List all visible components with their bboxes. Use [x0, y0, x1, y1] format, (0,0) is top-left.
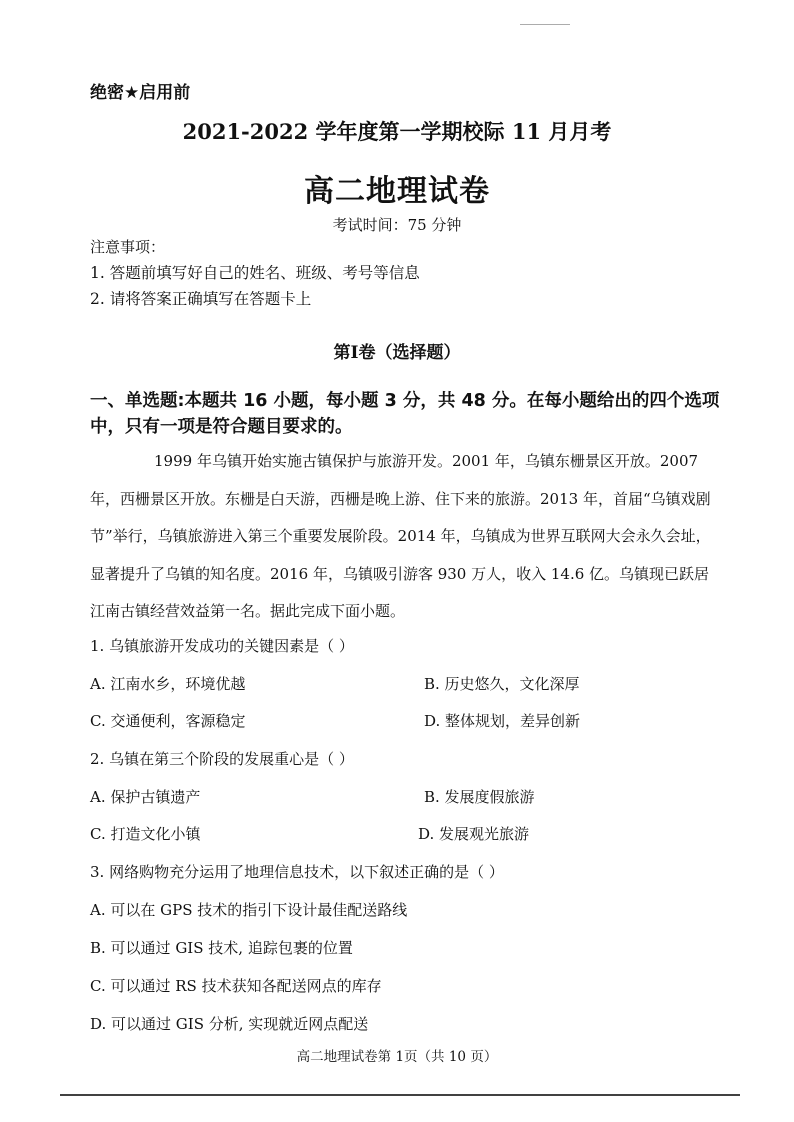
question-stem: 3. 网络购物充分运用了地理信息技术，以下叙述正确的是（ ）: [90, 863, 504, 881]
option-b: B. 发展度假旅游: [424, 788, 535, 806]
option-b: B. 历史悠久，文化深厚: [424, 675, 580, 693]
option-a: A. 可以在 GPS 技术的指引下设计最佳配送路线: [90, 901, 408, 919]
section-title: 第Ⅰ卷（选择题）: [333, 343, 461, 363]
subject-title: 高二地理试卷: [304, 174, 490, 209]
reading-material: 1999 年乌镇开始实施古镇保护与旅游开发。2001 年，乌镇东栅景区开放。2007 年，西栅景区开放。东栅是白天游，西栅是晚上游、住下来的旅游。2013 年，首届“乌镇戏剧节”举行，乌镇旅游进入第三个重要发展阶段。2014 年，乌镇成为世界互联网大会永久会址，显著提升了乌镇的知名度。2016 年，乌镇吸引游客 930 万人，收入 14.6 亿。乌镇现已跃居江南古镇经营效益第一名。据此完成下面小题。: [90, 452, 711, 620]
top-scan-edge: [520, 24, 570, 25]
part-heading: 一、单选题:本题共 16 小题，每小题 3 分，共 48 分。在每小题给出的四个选项中，只有一项是符合题目要求的。: [90, 391, 720, 437]
exam-duration: 考试时间：75 分钟: [332, 216, 462, 234]
notes-title: 注意事项：: [90, 238, 166, 256]
question-stem: 2. 乌镇在第三个阶段的发展重心是（ ）: [90, 750, 354, 768]
option-a: A. 保护古镇遗产: [90, 788, 201, 806]
option-d: D. 发展观光旅游: [418, 825, 530, 843]
bottom-scan-edge: [60, 1094, 740, 1096]
option-c: C. 打造文化小镇: [90, 825, 201, 843]
question-stem: 1. 乌镇旅游开发成功的关键因素是（ ）: [90, 637, 354, 655]
note-item: 1. 答题前填写好自己的姓名、班级、考号等信息: [90, 264, 420, 282]
option-c: C. 可以通过 RS 技术获知各配送网点的库存: [90, 977, 382, 995]
option-d: D. 整体规划，差异创新: [424, 712, 581, 730]
secret-label: 绝密★启用前: [90, 83, 191, 103]
page-footer: 高二地理试卷第 1页（共 10 页）: [296, 1049, 498, 1065]
option-b: B. 可以通过 GIS 技术, 追踪包裹的位置: [90, 939, 353, 957]
option-d: D. 可以通过 GIS 分析, 实现就近网点配送: [90, 1015, 369, 1033]
option-c: C. 交通便利，客源稳定: [90, 712, 246, 730]
exam-name: 2021-2022 学年度第一学期校际 11 月月考: [182, 119, 612, 144]
note-item: 2. 请将答案正确填写在答题卡上: [90, 290, 312, 308]
option-a: A. 江南水乡，环境优越: [90, 675, 246, 693]
